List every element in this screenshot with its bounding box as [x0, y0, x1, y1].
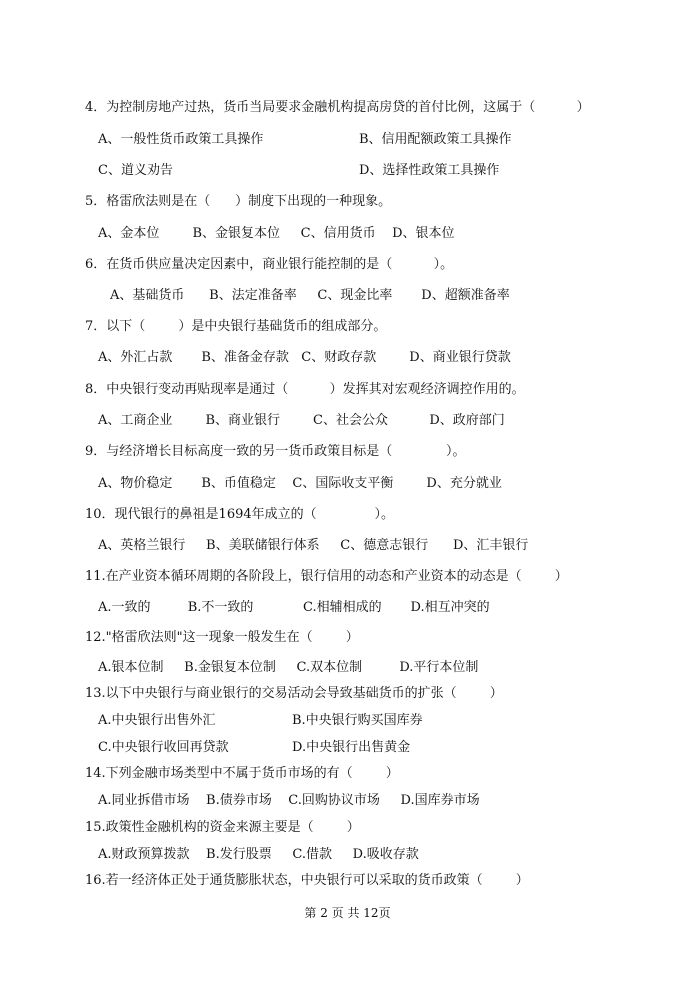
option-4d: D、选择性政策工具操作: [359, 163, 500, 178]
question-16: 16.若一经济体正处于通货膨胀状态，中央银行可以采取的货币政策（ ）: [85, 873, 529, 888]
options-8: A、工商企业 B、商业银行 C、社会公众 D、政府部门: [98, 413, 505, 428]
question-4: 4．为控制房地产过热，货币当局要求金融机构提高房贷的首付比例，这属于（ ）: [85, 100, 590, 115]
page-footer: 第 2 页 共 12页: [304, 906, 391, 920]
question-5: 5．格雷欣法则是在（ ）制度下出现的一种现象。: [85, 194, 392, 209]
options-11: A.一致的 B.不一致的 C.相辅相成的 D.相互冲突的: [98, 600, 490, 615]
question-8: 8．中央银行变动再贴现率是通过（ ）发挥其对宏观经济调控作用的。: [85, 382, 525, 397]
question-7: 7．以下（ ）是中央银行基础货币的组成部分。: [85, 319, 387, 334]
options-14: A.同业拆借市场 B.债券市场 C.回购协议市场 D.国库券市场: [98, 793, 480, 808]
options-12: A.银本位制 B.金银复本位制 C.双本位制 D.平行本位制: [98, 660, 479, 675]
option-4c: C、道义劝告: [98, 163, 173, 178]
option-13a: A.中央银行出售外汇: [98, 713, 216, 728]
question-15: 15.政策性金融机构的资金来源主要是（ ）: [85, 820, 360, 835]
question-6: 6．在货币供应量决定因素中，商业银行能控制的是（ ）。: [85, 257, 454, 272]
question-13: 13.以下中央银行与商业银行的交易活动会导致基础货币的扩张（ ）: [85, 686, 503, 701]
options-7: A、外汇占款 B、准备金存款 C、财政存款 D、商业银行贷款: [98, 350, 511, 365]
options-5: A、金本位 B、金银复本位 C、信用货币 D、银本位: [98, 226, 455, 241]
question-10: 10．现代银行的鼻祖是1694年成立的（ ）。: [85, 507, 394, 522]
option-13d: D.中央银行出售黄金: [292, 740, 411, 755]
options-9: A、物价稳定 B、币值稳定 C、国际收支平衡 D、充分就业: [98, 476, 502, 491]
options-15: A.财政预算拨款 B.发行股票 C.借款 D.吸收存款: [98, 847, 419, 862]
question-12: 12."格雷欣法则"这一现象一般发生在（ ）: [85, 630, 359, 645]
option-4a: A、一般性货币政策工具操作: [98, 132, 264, 147]
options-6: A、基础货币 B、法定准备率 C、现金比率 D、超额准备率: [110, 288, 510, 303]
option-13c: C.中央银行收回再贷款: [98, 740, 229, 755]
option-4b: B、信用配额政策工具操作: [359, 132, 512, 147]
question-9: 9．与经济增长目标高度一致的另一货币政策目标是（ ）。: [85, 444, 466, 459]
question-11: 11.在产业资本循环周期的各阶段上，银行信用的动态和产业资本的动态是（ ）: [85, 569, 568, 584]
option-13b: B.中央银行购买国库券: [292, 713, 423, 728]
options-10: A、英格兰银行 B、美联储银行体系 C、德意志银行 D、汇丰银行: [98, 538, 529, 553]
question-14: 14.下列金融市场类型中不属于货币市场的有（ ）: [85, 766, 399, 781]
